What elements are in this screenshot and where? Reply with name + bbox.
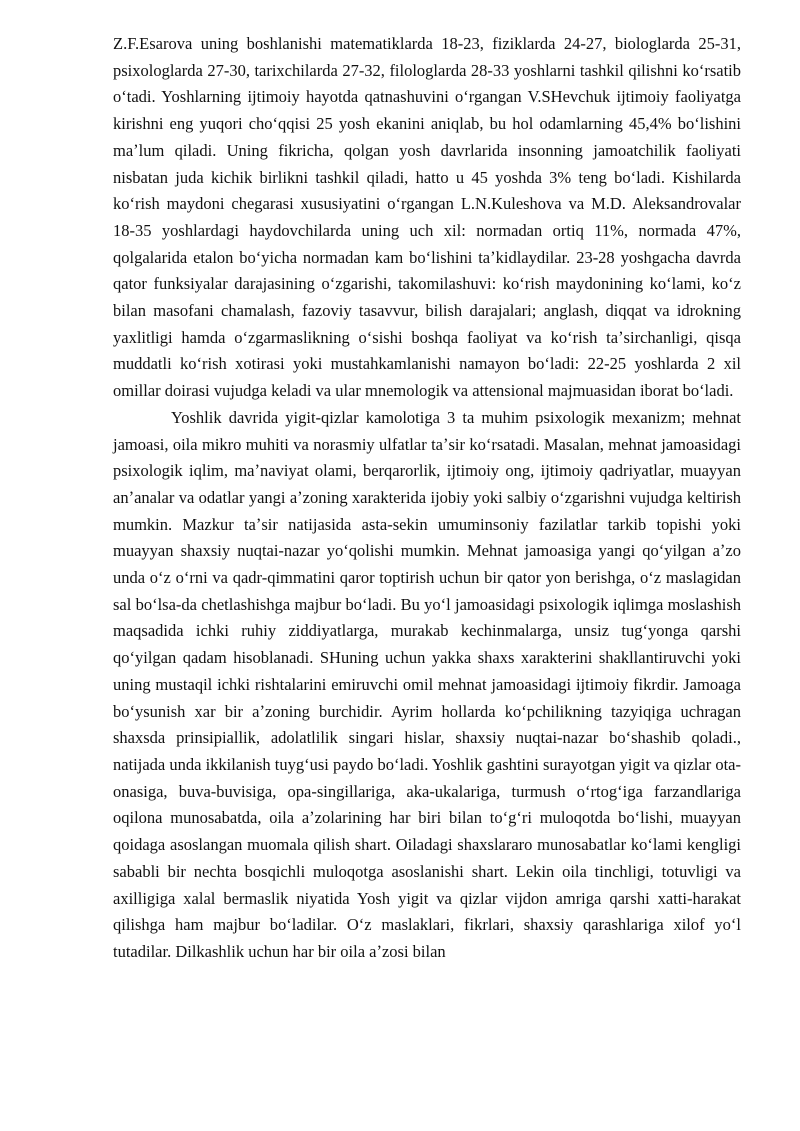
paragraph-1: Z.F.Esarova uning boshlanishi matematiklarda 18-23, fiziklarda 24-27, biologlarda 25-31, psixologlarda 27-30, tarixchilarda 27-32, filologlarda 28-33 yoshlarni tashkil qilishni koʻrsatib oʻtadi. Yoshlarning ijtimoiy hayotda qatnashuvini oʻrgangan V.SHevchuk ijtimoiy faoliyatga kirishni eng yuqori choʻqqisi 25 yosh ekanini aniqlab, bu hol odamlarning 45,4% boʻlishini maʼlum qiladi. Uning fikricha, qolgan yosh davrlarida insonning jamoatchilik faoliyati nisbatan juda kichik birlikni tashkil qiladi, hatto u 45 yoshda 3% teng boʻladi. Kishilarda koʻrish maydoni chegarasi xususiyatini oʻrgangan L.N.Kuleshova va M.D. Aleksandrovalar 18-35 yoshlardagi haydovchilarda uning uch xil: normadan ortiq 11%, normada 47%, qolgalarida etalon boʻyicha normadan kam boʻlishini taʼkidlaydilar. 23-28 yoshgacha davrda qator funksiyalar darajasining oʻzgarishi, takomilashuvi: koʻrish maydonining koʻlami, koʻz bilan masofani chamalash, fazoviy tasavvur, bilish darajalari; anglash, diqqat va idrokning yaxlitligi hamda oʻzgarmaslikning oʻsishi boshqa faoliyat va koʻrish taʼsirchanligi, qisqa muddatli koʻrish xotirasi yoki mustahkamlanishi namayon boʻladi: 22-25 yoshlarda 2 xil omillar doirasi vujudga keladi va ular mnemologik va attensional majmuasidan iborat boʻladi. bbox=[113, 34, 741, 401]
document-page bbox=[113, 31, 741, 966]
paragraph-2: Yoshlik davrida yigit-qizlar kamolotiga 3 ta muhim psixologik mexanizm; mehnat jamoasi, oila mikro muhiti va norasmiy ulfatlar taʼsir koʻrsatadi. Masalan, mehnat jamoasidagi psixologik iqlim, maʼnaviyat olami, berqarorlik, ijtimoiy ong, ijtimoiy qadriyatlar, muayyan anʼanalar va odatlar yangi aʼzoning xarakterida ijobiy yoki salbiy oʻzgarishni vujudga keltirish mumkin. Mazkur taʼsir natijasida asta-sekin umuminsoniy fazilatlar tarkib topishi yoki muayyan shaxsiy nuqtai-nazar yoʻqolishi mumkin. Mehnat jamoasiga yangi qoʻyilgan aʼzo unda oʻz oʻrni va qadr-qimmatini qaror toptirish uchun bir qator yon berishga, oʻz maslagidan sal boʻlsa-da chetlashishga majbur boʻladi. Bu yoʻl jamoasidagi psixologik iqlimga moslashish maqsadida ichki ruhiy ziddiyatlarga, murakab kechinmalarga, unsiz tugʻyonga qarshi qoʻyilgan qadam hisoblanadi. SHuning uchun yakka shaxs xarakterini shakllantiruvchi yoki uning mustaqil ichki rishtalarini emiruvchi omil mehnat jamoasidagi ijtimoiy fikrdir. Jamoaga boʻysunish xar bir aʼzoning burchidir. Ayrim hollarda koʻpchilikning tazyiqiga uchragan shaxsda prinsipiallik, adolatlilik singari hislar, shaxsiy nuqtai-nazar boʻshashib qoladi., natijada unda ikkilanish tuygʻusi paydo boʻladi. Yoshlik gashtini surayotgan yigit va qizlar ota-onasiga, buva-buvisiga, opa-singillariga, aka-ukalariga, turmush oʻrtogʻiga farzandlariga oqilona munosabatda, oila aʼzolarining har biri bilan toʻgʻri muloqotda boʻlishi, muayyan qoidaga asoslangan muomala qilish shart. Oiladagi shaxslararo munosabatlar koʻlami kengligi sababli bir nechta bosqichli muloqotga asoslanishi shart. Lekin oila tinchligi, totuvligi va axilligiga xalal bermaslik niyatida Yosh yigit va qizlar vijdon amriga qarshi xatti-harakat qilishga ham majbur boʻladilar. Oʻz maslaklari, fikrlari, shaxsiy qarashlariga xilof yoʻl tutadilar. Dilkashlik uchun har bir oila aʼzosi bilan bbox=[113, 407, 741, 961]
